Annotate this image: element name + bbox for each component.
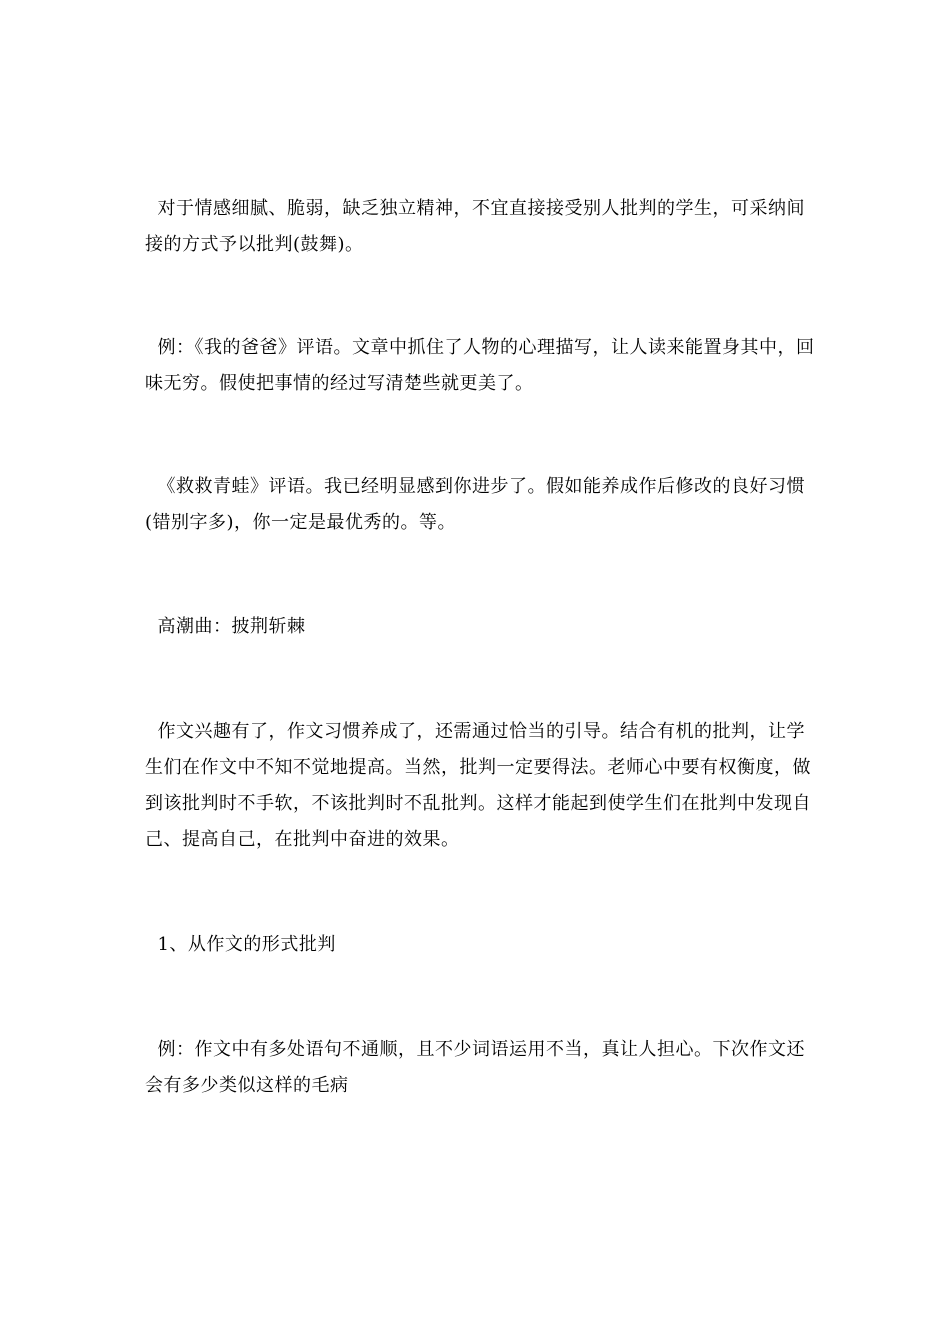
paragraph-example-sentences: 例：作文中有多处语句不通顺，且不少词语运用不当，真让人担心。下次作文还会有多少类似这样的毛病 (145, 1039, 805, 1096)
subheading-form-criticism: 1、从作文的形式批判 (145, 934, 336, 955)
paragraph-indirect-criticism: 对于情感细腻、脆弱，缺乏独立精神，不宜直接接受别人批判的学生，可采纳间接的方式予以批判(鼓舞)。 (145, 198, 805, 255)
paragraph-example-my-father: 例：《我的爸爸》评语。文章中抓住了人物的心理描写，让人读来能置身其中，回味无穷。假使把事情的经过写清楚些就更美了。 (145, 337, 815, 394)
paragraph-guidance: 作文兴趣有了，作文习惯养成了，还需通过恰当的引导。结合有机的批判，让学生们在作文中不知不觉地提高。当然，批判一定要得法。老师心中要有权衡度，做到该批判时不手软，不该批判时不乱批判。这样才能起到使学生们在批判中发现自己、提高自己，在批判中奋进的效果。 (145, 721, 811, 850)
section-heading-climax: 高潮曲：披荆斩棘 (145, 616, 306, 637)
paragraph-example-save-frogs: 《救救青蛙》评语。我已经明显感到你进步了。假如能养成作后修改的良好习惯(错别字多)，你一定是最优秀的。等。 (145, 476, 805, 533)
